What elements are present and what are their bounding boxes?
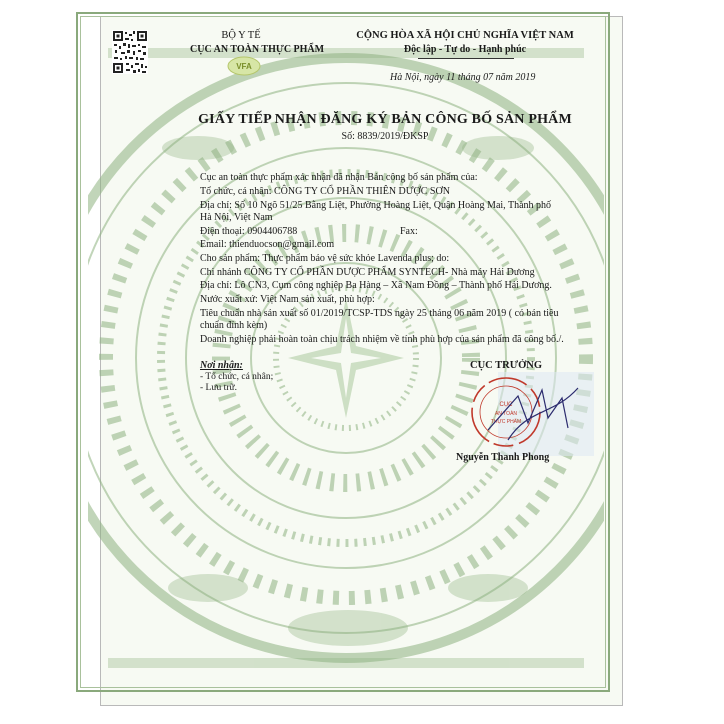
origin-text: Nước xuất xứ: Việt Nam sản xuất, phù hợp: [200, 294, 375, 305]
svg-text:AN TOÀN: AN TOÀN [494, 411, 518, 417]
manufacturer-text: Chi nhánh CÔNG TY CỔ PHẦN DƯỢC PHẨM SYNTECH- Nhà máy Hải Dương [200, 267, 535, 278]
ministry-name: BỘ Y TẾ [221, 30, 261, 41]
manufacturer-address: Địa chỉ: Lô CN3, Cụm công nghiệp Ba Hàng – Xã Nam Đồng – Thành phố Hải Dương. [200, 280, 552, 291]
standard-line-1: Tiêu chuẩn nhà sản xuất số 01/2019/TCSP-TDS ngày 25 tháng 06 năm 2019 ( có bản tiêu [200, 308, 559, 319]
address-line-1: Địa chỉ: Số 10 Ngõ 51/25 Bằng Liệt, Phường Hoàng Liệt, Quận Hoàng Mai, Thành phố [200, 200, 552, 211]
vfa-logo-icon [227, 56, 261, 76]
place-date: Hà Nội, ngày 11 tháng 07 năm 2019 [390, 72, 536, 83]
fax-text: Fax: [400, 226, 418, 237]
address-line-2: Hà Nội, Việt Nam [200, 212, 273, 223]
email-text: Email: thienduocson@gmail.com [200, 239, 335, 250]
agency-name: CỤC AN TOÀN THỰC PHẨM [190, 44, 325, 55]
republic-name: CỘNG HÒA XÃ HỘI CHỦ NGHĨA VIỆT NAM [356, 30, 574, 41]
phone-text: Điện thoại: 0904406788 [200, 226, 298, 237]
motto-underline [418, 58, 514, 59]
standard-line-2: chuẩn đính kèm) [200, 320, 268, 331]
recipients-title: Nơi nhận: [200, 360, 243, 371]
document-number: Số: 8839/2019/ĐKSP [341, 131, 429, 142]
svg-text:THỰC PHẨM: THỰC PHẨM [490, 419, 522, 425]
organization-label: Tổ chức, cá nhân: [200, 186, 272, 197]
organization-value: CÔNG TY CỔ PHẦN THIÊN DƯỢC SƠN [274, 186, 450, 197]
intro-text: Cục an toàn thực phẩm xác nhận đã nhận Bản công bố sản phẩm của: [200, 172, 478, 183]
organization-line [200, 186, 450, 197]
document-title: GIẤY TIẾP NHẬN ĐĂNG KÝ BẢN CÔNG BỐ SẢN PHẨM [198, 112, 572, 127]
national-motto: Độc lập - Tự do - Hạnh phúc [403, 44, 527, 55]
signer-title: CỤC TRƯỞNG [470, 360, 543, 371]
vfa-logo-text: VFA [236, 62, 252, 71]
responsibility-text: Doanh nghiệp phải hoàn toàn chịu trách nhiệm về tính phù hợp của sản phẩm đã công bố./. [200, 334, 564, 345]
recipient-item: - Lưu trữ. [200, 383, 237, 393]
recipient-item: - Tổ chức, cá nhân; [200, 372, 274, 382]
product-text: Cho sản phẩm: Thực phẩm bảo vệ sức khỏe Lavenda plus; do: [200, 253, 450, 264]
official-stamp-and-signature [458, 368, 598, 464]
svg-text:CỤC: CỤC [499, 402, 513, 408]
signer-name: Nguyễn Thanh Phong [456, 452, 550, 463]
